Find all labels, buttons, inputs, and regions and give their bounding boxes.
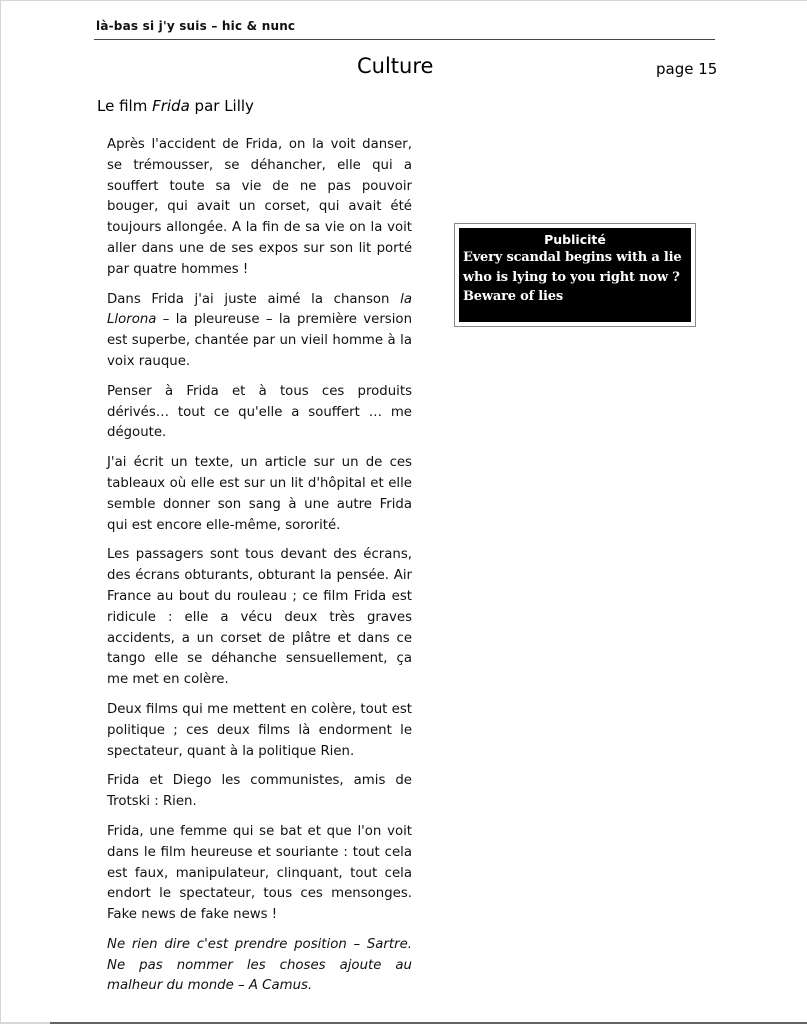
- header-divider: [94, 39, 715, 40]
- article-paragraph: Les passagers sont tous devant des écrans, des écrans obturants, obturant la pensée. Air France au bout du rouleau ; ce film Frida est ridicule : elle a vécu deux très graves accidents, a un corset de plâtre et dans ce tango elle se déhanche sensuellement, ça me met en colère.: [107, 547, 412, 688]
- advertisement-frame: [454, 223, 696, 327]
- article-paragraph: Penser à Frida et à tous ces produits dérivés… tout ce qu'elle a souffert … me dégoute.: [107, 383, 412, 441]
- article-paragraph: Frida et Diego les communistes, amis de Trotski : Rien.: [107, 773, 412, 810]
- running-header: là-bas si j'y suis – hic & nunc: [96, 19, 296, 33]
- advertisement-line: Beware of lies: [463, 289, 563, 304]
- page-number: page 15: [656, 60, 718, 78]
- llorona-after: – la pleureuse – la première version est superbe, chantée par un vieil homme à la voix rauque.: [107, 312, 412, 369]
- article-paragraph: Après l'accident de Frida, on la voit danser, se trémousser, se déhancher, elle qui a souffert toute sa vie de ne pas pouvoir bouger, qui avait un corset, qui avait été toujours allongée. A la fin de sa vie on la voit aller dans une de ses expos sur son lit porté par quatre hommes !: [107, 137, 412, 277]
- advertisement-line: Every scandal begins with a lie: [463, 250, 682, 265]
- section-title: Culture: [357, 54, 434, 78]
- article-title-author: par Lilly: [189, 97, 254, 115]
- article-title: [97, 97, 254, 115]
- article-paragraph: Frida, une femme qui se bat et que l'on voit dans le film heureuse et souriante : tout cela est faux, manipulateur, clinquant, tout cela endort le spectateur, tous ces mensonges. Fake news de fake news !: [107, 823, 412, 923]
- llorona-song-title: la Llorona: [107, 291, 412, 328]
- closing-quote: Ne rien dire c'est prendre position – Sartre. Ne pas nommer les choses ajoute au malheur du monde – A Camus.: [107, 936, 412, 994]
- article-body: [107, 135, 412, 1006]
- article-paragraph: J'ai écrit un texte, un article sur un de ces tableaux où elle est sur un lit d'hôpital et elle semble donner son sang à une autre Frida qui est encore elle-même, sororité.: [107, 455, 412, 533]
- article-paragraph: Deux films qui me mettent en colère, tout est politique ; ces deux films là endorment le spectateur, quant à la politique Rien.: [107, 701, 412, 759]
- article-title-film: Frida: [152, 97, 190, 115]
- advertisement-box: [459, 228, 691, 322]
- llorona-before: Dans Frida j'ai juste aimé la chanson: [107, 291, 401, 307]
- advertisement-title: Publicité: [544, 232, 606, 247]
- article-paragraph-llorona: [107, 290, 412, 373]
- advertisement-line: who is lying to you right now ?: [463, 269, 680, 285]
- article-title-prefix: Le film: [97, 97, 153, 115]
